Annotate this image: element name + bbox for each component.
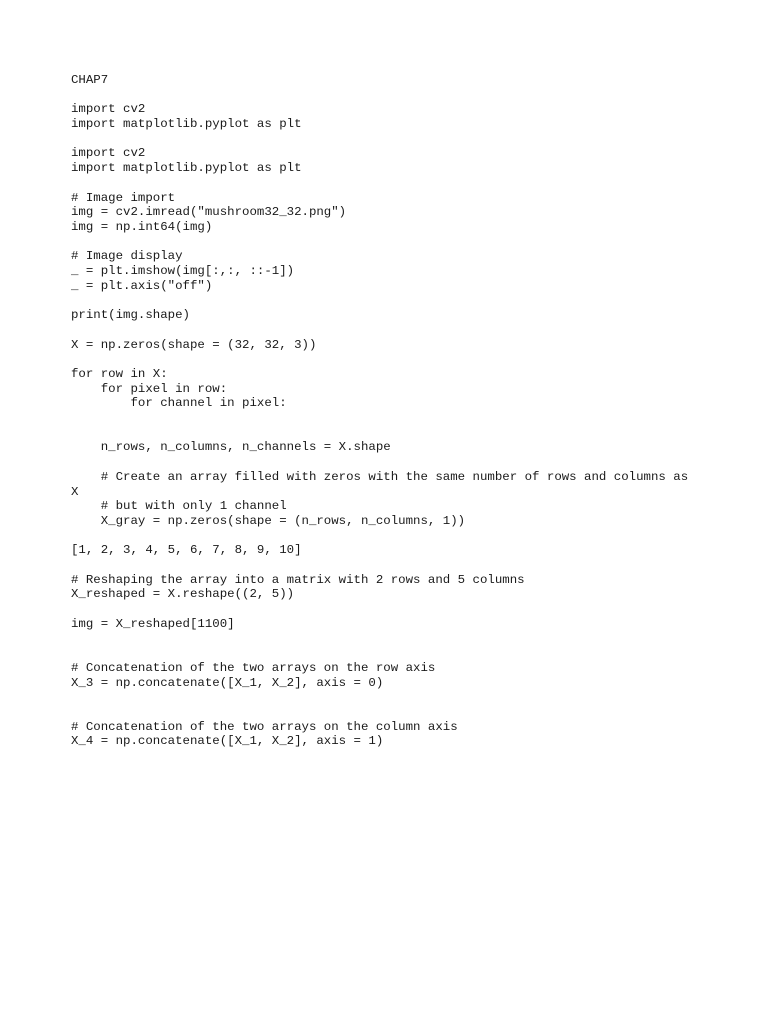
code-line: _ = plt.axis("off"): [71, 278, 213, 293]
code-line: import matplotlib.pyplot as plt: [71, 117, 302, 132]
code-line: n_rows, n_columns, n_channels = X.shape: [71, 440, 391, 455]
blank-line: [71, 529, 711, 544]
code-line: import matplotlib.pyplot as plt: [71, 161, 302, 176]
blank-line: [71, 632, 711, 647]
blank-line: [71, 235, 711, 250]
code-line: # Reshaping the array into a matrix with 2 rows and 5 columns: [71, 572, 525, 587]
code-line: img = np.int64(img): [71, 219, 213, 234]
code-line: # Concatenation of the two arrays on the row axis: [71, 660, 436, 675]
code-line: # Concatenation of the two arrays on the column axis: [71, 719, 458, 734]
blank-line: [71, 426, 711, 441]
code-line: print(img.shape): [71, 308, 190, 323]
code-listing: [71, 73, 711, 749]
code-line: X: [71, 484, 79, 499]
blank-line: [71, 88, 711, 103]
code-line: img = cv2.imread("mushroom32_32.png"): [71, 205, 347, 220]
code-line: for channel in pixel:: [71, 396, 287, 411]
blank-line: [71, 132, 711, 147]
code-line: _ = plt.imshow(img[:,:, ::-1]): [71, 264, 295, 279]
blank-line: [71, 558, 711, 573]
code-line: # Image import: [71, 190, 176, 205]
code-line: import cv2: [71, 102, 146, 117]
blank-line: [71, 455, 711, 470]
code-line: img = X_reshaped[1100]: [71, 616, 235, 631]
blank-line: [71, 293, 711, 308]
blank-line: [71, 323, 711, 338]
code-line: # Image display: [71, 249, 183, 264]
code-line: X_reshaped = X.reshape((2, 5)): [71, 587, 295, 602]
blank-line: [71, 646, 711, 661]
code-line: # but with only 1 channel: [71, 499, 287, 514]
code-line: [1, 2, 3, 4, 5, 6, 7, 8, 9, 10]: [71, 543, 302, 558]
code-line: import cv2: [71, 146, 146, 161]
code-line: X_4 = np.concatenate([X_1, X_2], axis = 1): [71, 734, 384, 749]
blank-line: [71, 411, 711, 426]
code-line: X = np.zeros(shape = (32, 32, 3)): [71, 337, 317, 352]
blank-line: [71, 705, 711, 720]
document-title: CHAP7: [71, 73, 109, 87]
code-line: for row in X:: [71, 366, 168, 381]
blank-line: [71, 176, 711, 191]
code-line: X_gray = np.zeros(shape = (n_rows, n_columns, 1)): [71, 513, 466, 528]
code-line: for pixel in row:: [71, 381, 228, 396]
code-line: X_3 = np.concatenate([X_1, X_2], axis = 0): [71, 675, 384, 690]
code-line: # Create an array filled with zeros with the same number of rows and columns as: [71, 469, 689, 484]
blank-line: [71, 602, 711, 617]
blank-line: [71, 690, 711, 705]
blank-line: [71, 352, 711, 367]
